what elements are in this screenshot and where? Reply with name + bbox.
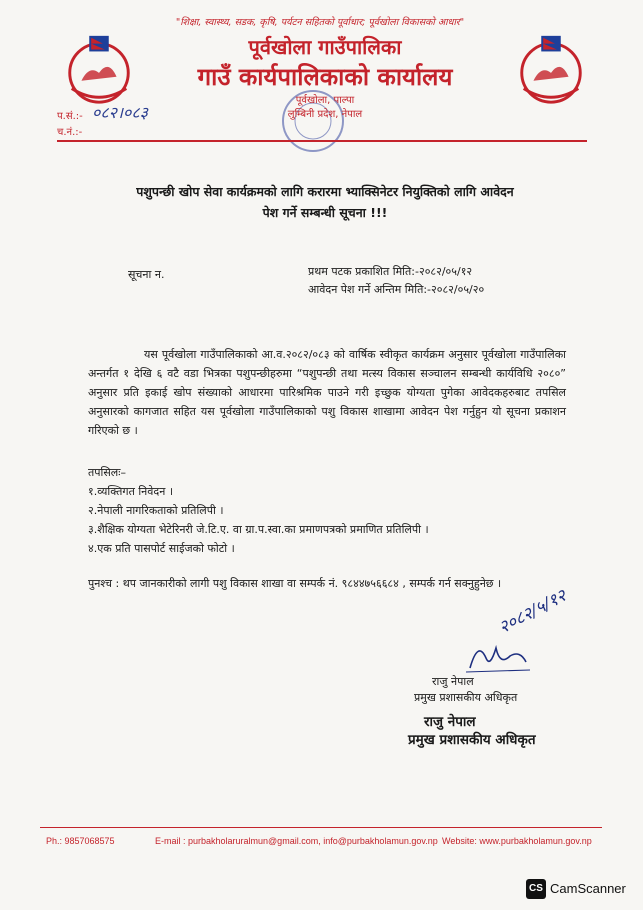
ref-label: प.सं.:- <box>57 111 83 122</box>
notice-body: यस पूर्वखोला गाउँपालिकाको आ.व.२०८२/०८३ को वार्षिक स्वीकृत कार्यक्रम अनुसार पूर्वखोला गाउँपालिका अन्तर्गत १ देखि ६ वटै वडा भित्रका पशुपन्छीहरुमा “पशुपन्छी तथा मत्स्य विकास सञ्चालन सम्बन्धी कार्यविधि २०८०” अनुसार प्रति इकाई खोप संख्याको आधारमा पारिश्रमिक पाउने गरी इच्छुक योग्यता पुगेका आवेदकहरुबाट तपसिल अनुसारको कागजात सहित यस पूर्वखोला गाउँपालिकाको पशु विकास शाखामा आवेदन पेश गर्नुहुन यो सूचना प्रकाशन गरिएको छ । <box>88 348 566 437</box>
office-name: गाउँ कार्यपालिकाको कार्यालय <box>197 63 453 91</box>
handwritten-date: २०८२/५/१२ <box>495 585 570 638</box>
footer-phone: Ph.: 9857068575 <box>46 836 115 846</box>
motto: "शिक्षा, स्वास्थ्य, सडक, कृषि, पर्यटन सहितको पूर्वाधार; पूर्वखोला विकासको आधार" <box>175 17 465 28</box>
office-address <box>270 94 380 122</box>
address-line-2: लुम्बिनी प्रदेश, नेपाल <box>287 109 363 120</box>
tapsil-label: तपसिलः– <box>88 466 126 479</box>
list-item: १.व्यक्तिगत निवेदन । <box>88 485 174 498</box>
postscript: पुनश्च : थप जानकारीको लागी पशु विकास शाखा वा सम्पर्क नं. ९८४४७५६६८४ , सम्पर्क गर्न सक्नुहुनेछ । <box>88 577 502 590</box>
list-item: ४.एक प्रति पासपोर्ट साईजको फोटो । <box>88 542 235 555</box>
camscanner-label: CamScanner <box>550 881 626 896</box>
list-item: ३.शैक्षिक योग्यता भेटेरिनरी जे.टि.ए. वा ग्रा.प.स्वा.का प्रमाणपत्रको प्रमाणित प्रतिलिपी । <box>88 523 429 536</box>
signatory-name: राजु नेपाल <box>432 675 474 688</box>
subject-line-2: पेश गर्ने सम्बन्धी सूचना !!! <box>262 205 388 220</box>
nepal-emblem-left <box>60 30 138 108</box>
nepal-emblem-right <box>512 30 590 108</box>
header-divider <box>57 140 587 142</box>
notice-subject <box>80 181 570 223</box>
signatory-name-stamp: राजु नेपाल <box>424 714 476 730</box>
municipality-name: पूर्वखोला गाउँपालिका <box>248 35 402 59</box>
list-item: २.नेपाली नागरिकताको प्रतिलिपी । <box>88 504 224 517</box>
deadline-date: आवेदन पेश गर्ने अन्तिम मिति:-२०८२/०५/२० <box>308 283 485 296</box>
subject-line-1: पशुपन्छी खोप सेवा कार्यक्रमको लागि करारमा भ्याक्सिनेटर नियुक्तिको लागि आवेदन <box>136 184 514 199</box>
ref-number: ०८२।०८३ <box>92 103 148 122</box>
footer-website: Website: www.purbakholamun.gov.np <box>442 836 592 846</box>
dispatch-label: च.नं.:- <box>57 127 83 138</box>
address-line-1: पूर्वखोला, पाल्पा <box>295 95 355 106</box>
signatory-title-stamp: प्रमुख प्रशासकीय अधिकृत <box>408 732 536 748</box>
notice-number: सूचना न. <box>128 268 165 281</box>
footer-email: E-mail : purbakholaruralmun@gmail.com, info@purbakholamun.gov.np <box>155 836 438 846</box>
footer-divider <box>40 827 602 828</box>
camscanner-logo-icon: CS <box>526 879 546 899</box>
signatory-title: प्रमुख प्रशासकीय अधिकृत <box>414 691 518 704</box>
first-published-date: प्रथम पटक प्रकाशित मिति:-२०८२/०५/१२ <box>308 265 473 278</box>
